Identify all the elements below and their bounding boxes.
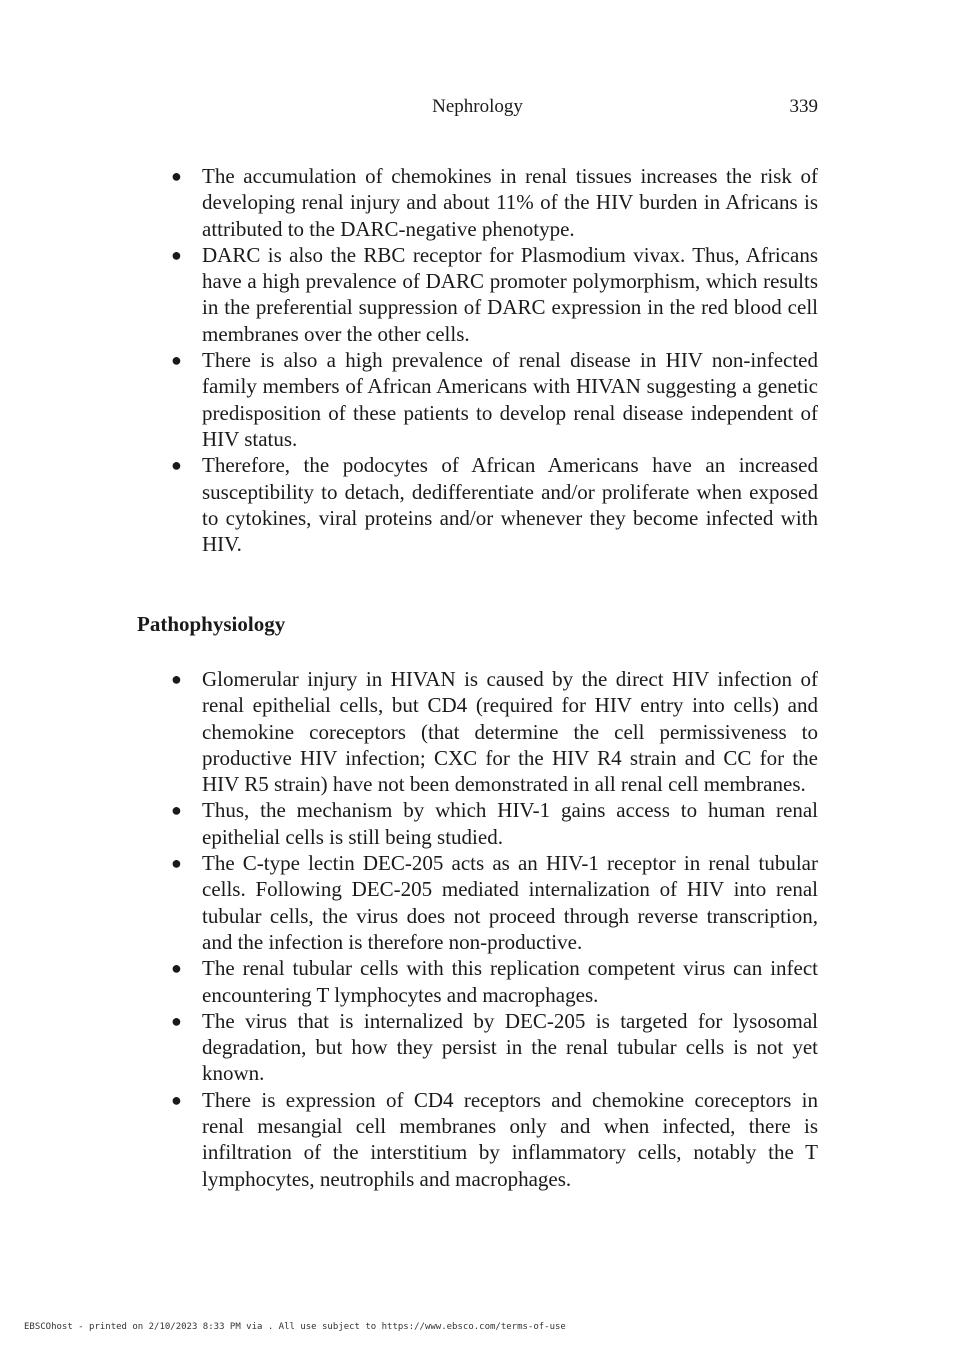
list-item <box>137 666 818 797</box>
bullet-icon: ● <box>171 1089 182 1110</box>
print-footer: EBSCOhost - printed on 2/10/2023 8:33 PM via . All use subject to https://www.ebsco.com/terms-of-use <box>24 1322 566 1332</box>
list-item-text: The virus that is internalized by DEC-205 is targeted for lysosomal degradation, but how they persist in the renal tubular cells is not yet known. <box>202 1008 818 1086</box>
bullet-icon: ● <box>171 958 182 979</box>
list-item <box>137 452 818 557</box>
list-item-text: Glomerular injury in HIVAN is caused by the direct HIV infection of renal epithelial cells, but CD4 (required for HIV entry into cells) and chemokine coreceptors (that determine the cell permissiveness to productive HIV infection; CXC for the HIV R4 strain and CC for the HIV R5 strain) have not been demonstrated in all renal cell membranes. <box>202 667 818 797</box>
list-item <box>137 1087 818 1192</box>
list-item <box>137 347 818 452</box>
section-heading: Pathophysiology <box>137 612 286 636</box>
list-item-text: The C-type lectin DEC-205 acts as an HIV-1 receptor in renal tubular cells. Following DEC-205 mediated internalization of HIV into renal tubular cells, the virus does not proceed through reverse transcription, and the infection is therefore non-productive. <box>202 851 818 954</box>
list-item <box>137 797 818 850</box>
list-item-text: There is expression of CD4 receptors and chemokine coreceptors in renal mesangial cell membranes only and when infected, there is infiltration of the interstitium by inflammatory cells, notably the T lymphocytes, neutrophils and macrophages. <box>202 1087 818 1191</box>
bullet-icon: ● <box>171 350 182 371</box>
list-item-text: Therefore, the podocytes of African Americans have an increased susceptibility to detach, dedifferentiate and/or proliferate when exposed to cytokines, viral proteins and/or whenever they become infected with HIV. <box>202 453 818 557</box>
bullet-icon: ● <box>171 166 182 186</box>
list-item-text: The renal tubular cells with this replication competent virus can infect encountering T lymphocytes and macrophages. <box>202 956 818 1007</box>
bullet-icon: ● <box>171 853 182 874</box>
list-item <box>137 850 818 955</box>
list-item <box>137 955 818 1008</box>
bullet-list-pathophysiology <box>137 666 818 1192</box>
list-item-text: The accumulation of chemokines in renal tissues increases the risk of developing renal injury and about 11% of the HIV burden in Africans is attributed to the DARC-negative phenotype. <box>202 164 818 241</box>
list-item-text: There is also a high prevalence of renal disease in HIV non-infected family members of African Americans with HIVAN suggesting a genetic predisposition of these patients to develop renal disease independent of HIV status. <box>202 348 818 451</box>
list-item <box>137 242 818 347</box>
bullet-icon: ● <box>171 1010 182 1031</box>
list-item-text: Thus, the mechanism by which HIV-1 gains access to human renal epithelial cells is still being studied. <box>202 798 818 849</box>
list-item <box>137 1008 818 1087</box>
running-head-title: Nephrology <box>432 96 523 117</box>
bullet-icon: ● <box>171 669 182 689</box>
bullet-icon: ● <box>171 244 182 265</box>
list-item-text: DARC is also the RBC receptor for Plasmodium vivax. Thus, Africans have a high prevalence of DARC promoter polymorphism, which results in the preferential suppression of DARC expression in the red blood cell membranes over the other cells. <box>202 242 818 346</box>
bullet-list-risk-factors <box>137 163 818 557</box>
page-number: 339 <box>789 96 818 117</box>
bullet-icon: ● <box>171 455 182 476</box>
list-item <box>137 163 818 242</box>
running-head <box>137 96 818 122</box>
bullet-icon: ● <box>171 800 182 821</box>
